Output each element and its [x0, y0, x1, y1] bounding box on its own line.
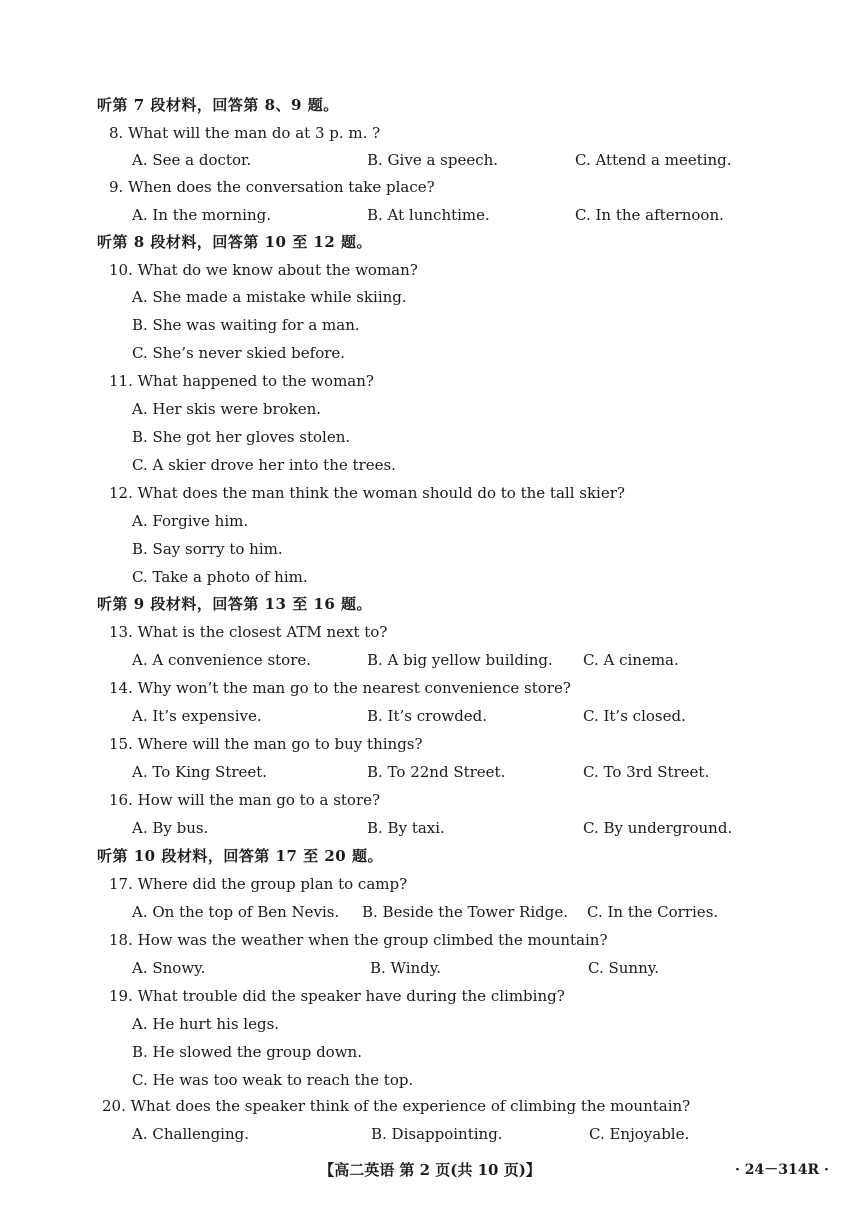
- question-20: 20. What does the speaker think of the experience of climbing the mountain?: [102, 1097, 691, 1115]
- q16-option-b: B. By taxi.: [367, 819, 445, 837]
- question-17: 17. Where did the group plan to camp?: [109, 875, 408, 893]
- question-16: 16. How will the man go to a store?: [109, 791, 381, 809]
- q8-option-a: A. See a doctor.: [132, 151, 252, 169]
- question-12: 12. What does the man think the woman should do to the tall skier?: [109, 484, 625, 502]
- q16-option-c: C. By underground.: [583, 819, 733, 837]
- q10-option-c: C. She’s never skied before.: [132, 344, 346, 362]
- q11-option-c: C. A skier drove her into the trees.: [132, 456, 396, 474]
- q20-option-b: B. Disappointing.: [371, 1125, 503, 1143]
- page-footer-title: 【高二英语 第 2 页(共 10 页)】: [319, 1161, 541, 1179]
- question-10: 10. What do we know about the woman?: [109, 261, 418, 279]
- q9-option-c: C. In the afternoon.: [575, 206, 724, 224]
- page-footer-code: · 24－314R ·: [735, 1162, 829, 1178]
- q14-option-a: A. It’s expensive.: [132, 707, 262, 725]
- q12-option-a: A. Forgive him.: [132, 512, 249, 530]
- q8-option-b: B. Give a speech.: [367, 151, 499, 169]
- question-11: 11. What happened to the woman?: [109, 372, 374, 390]
- q19-option-a: A. He hurt his legs.: [132, 1015, 280, 1033]
- section-header-7: 听第 7 段材料，回答第 8、9 题。: [97, 96, 339, 114]
- q17-option-a: A. On the top of Ben Nevis.: [132, 903, 340, 921]
- q13-option-b: B. A big yellow building.: [367, 651, 553, 669]
- q14-option-c: C. It’s closed.: [583, 707, 686, 725]
- q15-option-a: A. To King Street.: [132, 763, 268, 781]
- section-header-9: 听第 9 段材料，回答第 13 至 16 题。: [97, 595, 373, 613]
- question-15: 15. Where will the man go to buy things?: [109, 735, 423, 753]
- q18-option-c: C. Sunny.: [588, 959, 659, 977]
- q14-option-b: B. It’s crowded.: [367, 707, 488, 725]
- q10-option-a: A. She made a mistake while skiing.: [132, 288, 407, 306]
- q10-option-b: B. She was waiting for a man.: [132, 316, 360, 334]
- q19-option-b: B. He slowed the group down.: [132, 1043, 362, 1061]
- q9-option-b: B. At lunchtime.: [367, 206, 490, 224]
- q15-option-b: B. To 22nd Street.: [367, 763, 506, 781]
- q15-option-c: C. To 3rd Street.: [583, 763, 710, 781]
- q12-option-b: B. Say sorry to him.: [132, 540, 283, 558]
- q13-option-c: C. A cinema.: [583, 651, 679, 669]
- question-14: 14. Why won’t the man go to the nearest convenience store?: [109, 679, 571, 697]
- q9-option-a: A. In the morning.: [132, 206, 271, 224]
- section-header-8: 听第 8 段材料，回答第 10 至 12 题。: [97, 233, 373, 251]
- question-19: 19. What trouble did the speaker have during the climbing?: [109, 987, 565, 1005]
- q17-option-c: C. In the Corries.: [587, 903, 719, 921]
- q18-option-a: A. Snowy.: [132, 959, 206, 977]
- section-header-10: 听第 10 段材料，回答第 17 至 20 题。: [97, 847, 383, 865]
- q11-option-a: A. Her skis were broken.: [132, 400, 322, 418]
- q16-option-a: A. By bus.: [132, 819, 209, 837]
- q20-option-a: A. Challenging.: [132, 1125, 250, 1143]
- q17-option-b: B. Beside the Tower Ridge.: [362, 903, 569, 921]
- question-18: 18. How was the weather when the group climbed the mountain?: [109, 931, 608, 949]
- q11-option-b: B. She got her gloves stolen.: [132, 428, 351, 446]
- q20-option-c: C. Enjoyable.: [589, 1125, 690, 1143]
- q19-option-c: C. He was too weak to reach the top.: [132, 1071, 414, 1089]
- q18-option-b: B. Windy.: [370, 959, 442, 977]
- question-8: 8. What will the man do at 3 p. m. ?: [109, 124, 381, 142]
- q13-option-a: A. A convenience store.: [132, 651, 312, 669]
- q8-option-c: C. Attend a meeting.: [575, 151, 732, 169]
- question-13: 13. What is the closest ATM next to?: [109, 623, 388, 641]
- q12-option-c: C. Take a photo of him.: [132, 568, 308, 586]
- question-9: 9. When does the conversation take place?: [109, 178, 435, 196]
